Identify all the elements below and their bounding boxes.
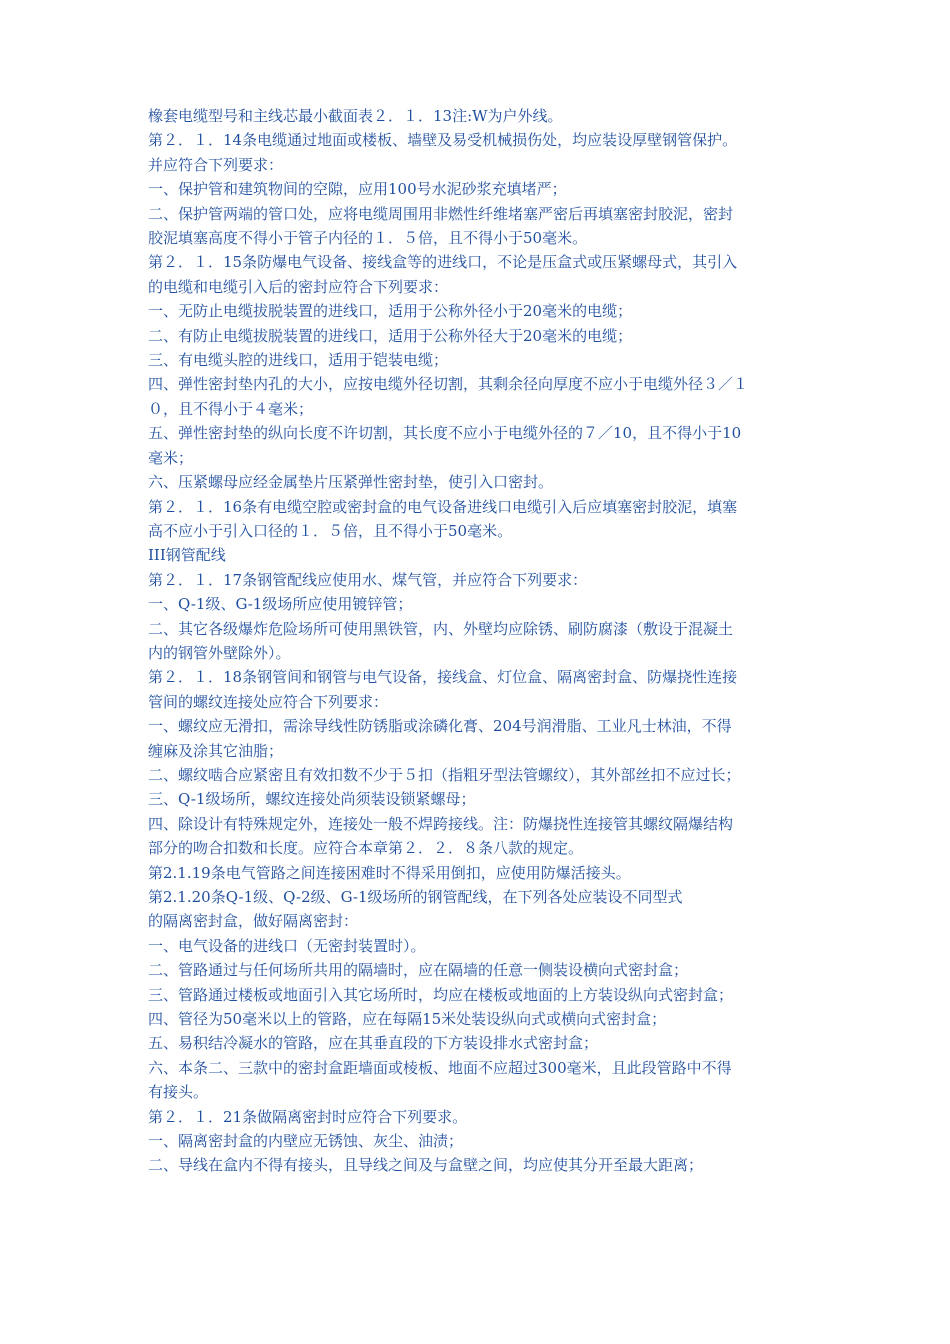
section-heading: III钢管配线 — [148, 546, 226, 565]
text-line: 缠麻及涂其它油脂； — [148, 741, 284, 760]
text-line: 五、易积结冷凝水的管路，应在其垂直段的下方装设排水式密封盒； — [148, 1034, 599, 1053]
text-line: 一、隔离密封盒的内壁应无锈蚀、灰尘、油渍； — [148, 1132, 464, 1151]
text-line: 橡套电缆型号和主线芯最小截面表２．１．13注:W为户外线。 — [148, 107, 563, 125]
text-line: 的隔离密封盒，做好隔离密封： — [148, 912, 359, 931]
text-line: 一、保护管和建筑物间的空隙，应用100号水泥砂浆充填堵严； — [148, 180, 567, 199]
text-line: 一、Q-1级、G-1级场所应使用镀锌管； — [148, 595, 413, 614]
text-line: 高不应小于引入口径的１．５倍，且不得小于50毫米。 — [148, 521, 513, 540]
document-body — [148, 104, 820, 1178]
text-line: 部分的吻合扣数和长度。应符合本章第２．２．８条八款的规定。 — [148, 839, 584, 858]
text-line: ０，且不得小于４毫米； — [148, 399, 314, 418]
text-line: 二、其它各级爆炸危险场所可使用黑铁管，内、外壁均应除锈、刷防腐漆（敷设于混凝土 — [148, 619, 734, 638]
text-line: 第2.1.19条电气管路之间连接困难时不得采用倒扣，应使用防爆活接头。 — [148, 863, 631, 882]
text-line: 四、除设计有特殊规定外，连接处一般不焊跨接线。注：防爆挠性连接管其螺纹隔爆结构 — [148, 814, 734, 833]
text-line: 四、管径为50毫米以上的管路，应在每隔15米处装设纵向式或横向式密封盒； — [148, 1010, 667, 1029]
text-line: 第２．１．16条有电缆空腔或密封盒的电气设备进线口电缆引入后应填塞密封胶泥，填塞 — [148, 497, 738, 516]
text-line: 毫米； — [148, 448, 194, 467]
text-line: 并应符合下列要求： — [148, 155, 284, 174]
text-line: 第2.1.20条Q-1级、Q-2级、G-1级场所的钢管配线，在下列各处应装设不同型式 — [148, 888, 683, 906]
text-line: 二、保护管两端的管口处，应将电缆周围用非燃性纤维堵塞严密后再填塞密封胶泥，密封 — [148, 204, 734, 223]
text-line: 二、导线在盒内不得有接头，且导线之间及与盒壁之间，均应使其分开至最大距离； — [148, 1156, 704, 1175]
text-line: 一、无防止电缆拔脱装置的进线口，适用于公称外径小于20毫米的电缆； — [148, 302, 633, 321]
text-line: 一、电气设备的进线口（无密封装置时）。 — [148, 936, 426, 955]
text-line: 六、压紧螺母应经金属垫片压紧弹性密封垫，使引入口密封。 — [148, 473, 554, 492]
text-line: 二、有防止电缆拔脱装置的进线口，适用于公称外径大于20毫米的电缆； — [148, 326, 633, 345]
text-line: 有接头。 — [148, 1083, 209, 1102]
text-line: 二、螺纹啮合应紧密且有效扣数不少于５扣（指粗牙型法管螺纹），其外部丝扣不应过长； — [148, 765, 741, 784]
text-line: 六、本条二、三款中的密封盒距墙面或棱板、地面不应超过300毫米，且此段管路中不得 — [148, 1058, 732, 1077]
text-line: 第２．１．15条防爆电气设备、接线盒等的进线口，不论是压盒式或压紧螺母式，其引入 — [148, 253, 738, 272]
text-line: 五、弹性密封垫的纵向长度不许切割，其长度不应小于电缆外径的７／10，且不得小于10 — [148, 424, 742, 443]
text-line: 内的钢管外壁除外）。 — [148, 643, 291, 662]
text-line: 管间的螺纹连接处应符合下列要求： — [148, 692, 389, 711]
text-line: 二、管路通过与任何场所共用的隔墙时，应在隔墙的任意一侧装设横向式密封盒； — [148, 961, 689, 980]
text-line: 三、Q-1级场所，螺纹连接处尚须装设锁紧螺母； — [148, 790, 476, 809]
text-line: 第２．１．17条钢管配线应使用水、煤气管，并应符合下列要求： — [148, 570, 588, 589]
text-line: 四、弹性密封垫内孔的大小，应按电缆外径切割，其剩余径向厚度不应小于电缆外径３／１ — [148, 375, 749, 394]
text-line: 三、管路通过楼板或地面引入其它场所时，均应在楼板或地面的上方装设纵向式密封盒； — [148, 985, 734, 1004]
text-line: 三、有电缆头腔的进线口，适用于铠装电缆； — [148, 351, 449, 370]
text-line: 第２．１．21条做隔离密封时应符合下列要求。 — [148, 1107, 468, 1126]
text-line: 胶泥填塞高度不得小于管子内径的１．５倍，且不得小于50毫米。 — [148, 229, 588, 248]
text-line: 第２．１．14条电缆通过地面或楼板、墙壁及易受机械损伤处，均应装设厚壁钢管保护。 — [148, 131, 738, 150]
text-line: 一、螺纹应无滑扣，需涂导线性防锈脂或涂磷化膏、204号润滑脂、工业凡士林油，不得 — [148, 717, 732, 736]
text-line: 的电缆和电缆引入后的密封应符合下列要求： — [148, 277, 449, 296]
text-line: 第２．１．18条钢管间和钢管与电气设备，接线盒、灯位盒、隔离密封盒、防爆挠性连接 — [148, 668, 738, 687]
